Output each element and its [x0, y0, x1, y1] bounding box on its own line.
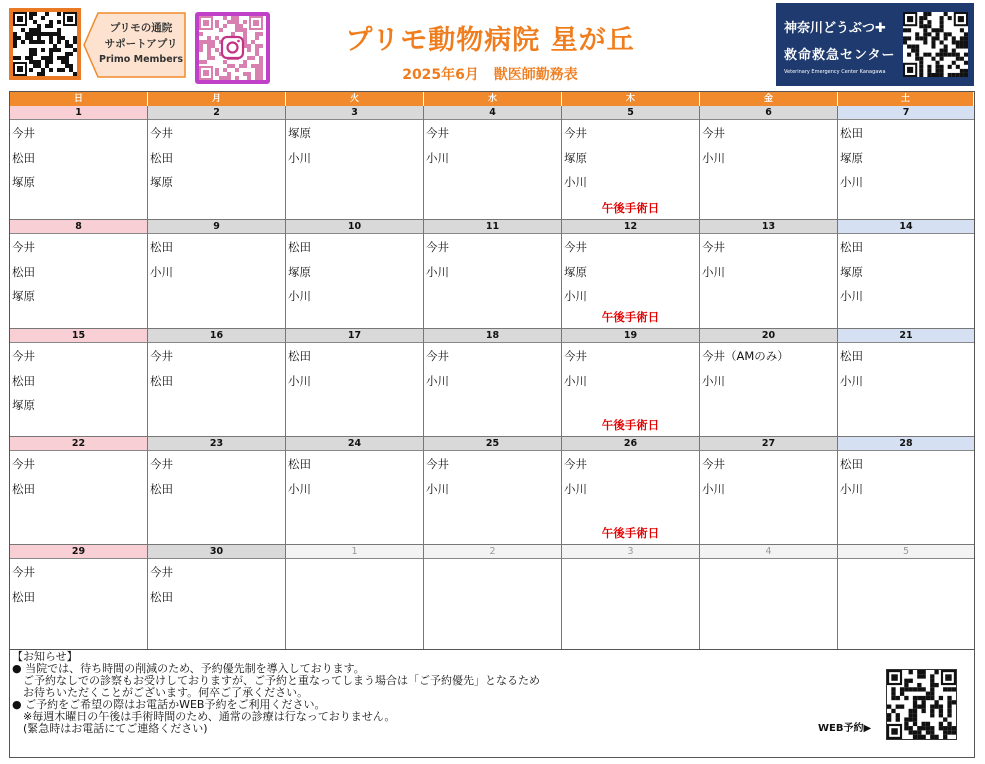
day-cell	[286, 437, 424, 545]
day-cell	[286, 106, 424, 220]
vet-name: 今井	[564, 240, 587, 254]
instagram-icon	[199, 16, 266, 80]
page-subtitle: 2025年6月 獣医師勤務表	[402, 67, 578, 83]
vet-name: 今井	[150, 457, 173, 471]
vet-name: 松田	[288, 240, 311, 254]
day-number: 27	[700, 437, 837, 451]
vet-name: 松田	[150, 150, 173, 165]
vet-name: 今井	[426, 457, 449, 471]
day-number: 25	[424, 437, 561, 451]
vet-name: 今井	[564, 457, 587, 471]
partner-name-line2: 救命救急センター	[784, 48, 896, 63]
day-cell	[424, 106, 562, 220]
day-cell	[562, 437, 700, 545]
schedule-calendar	[9, 91, 975, 650]
vet-name: 小川	[840, 481, 863, 496]
day-number: 4	[700, 545, 837, 559]
vet-name: 今井	[12, 126, 35, 140]
vet-name: 今井	[702, 457, 725, 471]
vet-name: 塚原	[288, 126, 311, 140]
vet-name: 塚原	[12, 398, 35, 412]
instagram-qr-code[interactable]	[195, 12, 270, 84]
day-number: 29	[10, 545, 147, 559]
surgery-day-note: 午後手術日	[601, 201, 660, 215]
vet-name: 小川	[564, 289, 587, 303]
partner-banner[interactable]	[776, 3, 974, 86]
vet-name: 小川	[288, 481, 311, 496]
vet-name: 小川	[840, 373, 863, 388]
partner-name-english: Veterinary Emergency Center Kanagawa	[784, 69, 886, 75]
weekday-label: 日	[10, 92, 148, 106]
day-number: 24	[286, 437, 423, 451]
day-cell	[148, 329, 286, 437]
vet-name: 松田	[150, 589, 173, 604]
vet-name: 今井	[564, 126, 587, 140]
day-cell	[10, 220, 148, 329]
app-qr-code[interactable]	[9, 8, 81, 80]
web-reservation-qr-code[interactable]	[886, 669, 957, 740]
vet-name: 今井	[702, 240, 725, 254]
day-cell	[148, 106, 286, 220]
vet-name: 今井	[12, 349, 35, 363]
vet-name: 今井	[426, 126, 449, 140]
day-number: 7	[838, 106, 974, 120]
day-number: 2	[424, 545, 561, 559]
notice-line: (緊急時はお電話にてご連絡ください)	[12, 722, 208, 735]
day-cell	[700, 329, 838, 437]
day-cell	[838, 329, 974, 437]
day-cell	[562, 220, 700, 329]
surgery-day-note: 午後手術日	[601, 526, 660, 540]
day-cell	[562, 329, 700, 437]
day-number: 12	[562, 220, 699, 234]
vet-name: 松田	[150, 481, 173, 496]
vet-name: 小川	[426, 150, 449, 165]
day-cell	[838, 220, 974, 329]
qr-code-icon	[887, 670, 956, 739]
day-number: 8	[10, 220, 147, 234]
day-number: 28	[838, 437, 974, 451]
weekday-label: 月	[148, 92, 286, 106]
day-number: 3	[286, 106, 423, 120]
notice-heading: 【お知らせ】	[12, 650, 78, 663]
day-number: 3	[562, 545, 699, 559]
vet-name: 塚原	[840, 264, 863, 279]
weekday-label: 金	[700, 92, 838, 106]
web-reservation-label[interactable]: WEB予約▶	[818, 723, 872, 734]
partner-name-line1: 神奈川どうぶつ✚	[784, 21, 886, 36]
day-number: 17	[286, 329, 423, 343]
weekday-label: 水	[424, 92, 562, 106]
day-cell	[562, 106, 700, 220]
surgery-day-note: 午後手術日	[601, 310, 660, 324]
vet-name: 今井	[150, 565, 173, 579]
vet-name: 小川	[426, 264, 449, 279]
app-promo-line2: サポートアプリ	[104, 38, 178, 50]
vet-name: 塚原	[564, 150, 587, 165]
day-number: 21	[838, 329, 974, 343]
day-number: 13	[700, 220, 837, 234]
day-number: 6	[700, 106, 837, 120]
vet-name: 松田	[840, 126, 863, 140]
app-promo-line3: Primo Members	[98, 54, 183, 65]
day-cell	[424, 437, 562, 545]
vet-name: 小川	[702, 150, 725, 165]
day-cell	[286, 220, 424, 329]
vet-name: 小川	[150, 264, 173, 279]
day-cell	[10, 545, 148, 649]
vet-name: 松田	[288, 349, 311, 363]
vet-name: 松田	[12, 150, 35, 165]
surgery-day-note: 午後手術日	[601, 418, 660, 432]
day-number: 22	[10, 437, 147, 451]
day-cell	[10, 329, 148, 437]
vet-name: 松田	[288, 457, 311, 471]
notice-line: ※毎週木曜日の午後は手術時間のため、通常の診療は行なっておりません。	[12, 710, 396, 723]
vet-name: 松田	[150, 240, 173, 254]
day-cell	[838, 106, 974, 220]
vet-name: 松田	[12, 264, 35, 279]
vet-name: 小川	[702, 264, 725, 279]
day-cell	[10, 106, 148, 220]
day-cell	[10, 437, 148, 545]
vet-name: 小川	[840, 289, 863, 303]
weekday-header	[10, 92, 974, 106]
vet-name: 塚原	[840, 150, 863, 165]
vet-name: 今井	[426, 349, 449, 363]
vet-name: 今井	[702, 126, 725, 140]
vet-name: 今井	[564, 349, 587, 363]
weekday-label: 土	[838, 92, 974, 106]
vet-name: 塚原	[12, 175, 35, 189]
day-number: 10	[286, 220, 423, 234]
day-cell	[700, 437, 838, 545]
day-number: 20	[700, 329, 837, 343]
app-promo	[82, 12, 186, 78]
page-title: プリモ動物病院 星が丘	[345, 25, 635, 56]
notice-line: ● 当院では、待ち時間の削減のため、予約優先制を導入しております。	[12, 662, 365, 675]
day-number: 9	[148, 220, 285, 234]
weekday-label: 火	[286, 92, 424, 106]
vet-name: 塚原	[288, 264, 311, 279]
vet-name: 小川	[564, 481, 587, 496]
vet-name: 小川	[426, 373, 449, 388]
day-cell	[838, 545, 974, 649]
vet-name: 今井	[12, 240, 35, 254]
vet-name: 松田	[840, 349, 863, 363]
app-promo-line1: プリモの通院	[109, 22, 173, 34]
vet-name: 松田	[12, 373, 35, 388]
day-number: 2	[148, 106, 285, 120]
day-cell	[700, 220, 838, 329]
day-cell	[286, 329, 424, 437]
day-number: 30	[148, 545, 285, 559]
vet-name: 小川	[426, 481, 449, 496]
vet-name: 今井	[426, 240, 449, 254]
day-cell	[700, 106, 838, 220]
day-cell	[424, 329, 562, 437]
vet-name: 松田	[840, 457, 863, 471]
qr-code-icon	[903, 12, 968, 77]
day-cell	[838, 437, 974, 545]
vet-name: 塚原	[12, 289, 35, 303]
vet-name: 小川	[840, 175, 863, 189]
day-cell	[148, 437, 286, 545]
vet-name: 松田	[840, 240, 863, 254]
day-number: 19	[562, 329, 699, 343]
day-number: 14	[838, 220, 974, 234]
day-cell	[700, 545, 838, 649]
vet-name: 今井	[150, 349, 173, 363]
vet-name: 今井（AMのみ）	[702, 349, 789, 363]
vet-name: 松田	[12, 589, 35, 604]
weekday-label: 木	[562, 92, 700, 106]
vet-name: 塚原	[564, 264, 587, 279]
day-number: 5	[562, 106, 699, 120]
day-cell	[562, 545, 700, 649]
day-number: 5	[838, 545, 974, 559]
notice-box	[9, 650, 975, 758]
day-number: 23	[148, 437, 285, 451]
vet-name: 小川	[702, 481, 725, 496]
vet-name: 小川	[564, 373, 587, 388]
day-cell	[286, 545, 424, 649]
vet-name: 松田	[150, 373, 173, 388]
day-number: 16	[148, 329, 285, 343]
day-number: 1	[10, 106, 147, 120]
vet-name: 小川	[288, 373, 311, 388]
vet-name: 塚原	[150, 175, 173, 189]
day-cell	[148, 220, 286, 329]
vet-name: 小川	[288, 150, 311, 165]
vet-name: 今井	[12, 457, 35, 471]
day-cell	[148, 545, 286, 649]
vet-name: 今井	[150, 126, 173, 140]
vet-name: 小川	[288, 289, 311, 303]
day-cell	[424, 545, 562, 649]
day-number: 15	[10, 329, 147, 343]
vet-name: 松田	[12, 481, 35, 496]
day-number: 26	[562, 437, 699, 451]
day-cell	[424, 220, 562, 329]
day-number: 18	[424, 329, 561, 343]
day-number: 4	[424, 106, 561, 120]
partner-qr-code[interactable]	[903, 12, 968, 77]
notice-line: お待ちいただくことがございます。何卒ご了承ください。	[12, 686, 309, 699]
day-number: 11	[424, 220, 561, 234]
vet-name: 小川	[564, 175, 587, 189]
day-number: 1	[286, 545, 423, 559]
vet-name: 小川	[702, 373, 725, 388]
notice-line: ● ご予約をご希望の際はお電話かWEB予約をご利用ください。	[12, 698, 326, 711]
notice-line: ご予約なしでの診察もお受けしておりますが、ご予約と重なってしまう場合は「ご予約優先」となるため	[12, 674, 540, 687]
qr-code-icon	[13, 12, 77, 76]
vet-name: 今井	[12, 565, 35, 579]
